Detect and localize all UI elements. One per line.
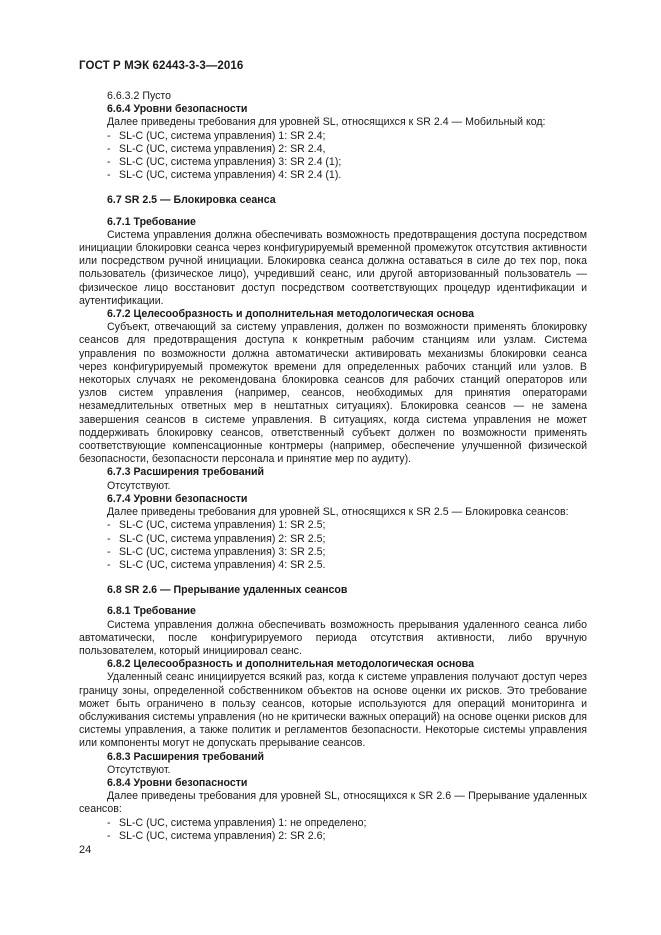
list-dash: - [107, 532, 111, 545]
paragraph: Система управления должна обеспечивать возможность прерывания удаленного сеанса либо автоматически, после конфигурируемого периода отсутствия активности, либо вручную пользователем, который инициировал сеанс. [79, 618, 587, 657]
list-item-text: SL-C (UC, система управления) 2: SR 2.4, [119, 142, 326, 155]
subsection-heading: 6.7.3 Расширения требований [107, 466, 265, 479]
list-item [79, 130, 587, 143]
paragraph: Далее приведены требования для уровней SL, относящихся к SR 2.5 — Блокировка сеансов: [107, 506, 569, 519]
document-body [79, 90, 587, 843]
list-dash: - [107, 829, 111, 842]
list-dash: - [107, 156, 111, 169]
list-item [79, 546, 587, 559]
document-header: ГОСТ Р МЭК 62443-3-3—2016 [79, 60, 244, 72]
list-item-text: SL-C (UC, система управления) 1: не определено; [119, 816, 367, 829]
list-item-text: SL-C (UC, система управления) 4: SR 2.4 (1). [119, 169, 342, 182]
subsection-heading: 6.7.2 Целесообразность и дополнительная методологическая основа [107, 308, 474, 321]
subsection-heading: 6.8.4 Уровни безопасности [107, 776, 248, 789]
list-dash: - [107, 545, 111, 558]
paragraph: Субъект, отвечающий за систему управления, должен по возможности применять блокировку сеансов для предотвращения доступа к конкретным рабочим станциям или узлам. Система управления по возможности должна автоматически активировать механизмы блокировки сеанса через конфигурируемый промежуток времени для определенных рабочих станций или узлов. В некоторых случаях не рекомендована блокировка сеансов для рабочих станций операторов или узлов систем управления (например, сеансов, необходимых для принятия операторами незамедлительных ответных мер в нештатных ситуациях). Блокировка сеансов — не замена завершения сеансов в системе управления. В ситуациях, когда система управления не может поддерживать блокировку сеансов, ответственный субъект должен по возможности применять соответствующие компенсационные контрмеры (например, обеспечение улучшенной физической безопасности, безопасности персонала и принятие мер по аудиту). [79, 321, 587, 466]
section-heading: 6.8 SR 2.6 — Прерывание удаленных сеансов [107, 584, 348, 597]
list-item-text: SL-C (UC, система управления) 2: SR 2.5; [119, 532, 326, 545]
list-dash: - [107, 816, 111, 829]
list-item-text: SL-C (UC, система управления) 3: SR 2.5; [119, 545, 326, 558]
subsection-heading: 6.6.4 Уровни безопасности [107, 103, 248, 116]
list-item-text: SL-C (UC, система управления) 2: SR 2.6; [119, 829, 326, 842]
list-item-text: SL-C (UC, система управления) 4: SR 2.5. [119, 558, 326, 571]
list-item-text: SL-C (UC, система управления) 3: SR 2.4 (1); [119, 156, 342, 169]
subsection-heading: 6.6.3.2 Пусто [107, 90, 172, 102]
list-dash: - [107, 142, 111, 155]
list-item [79, 156, 587, 169]
list-item-text: SL-C (UC, система управления) 1: SR 2.5; [119, 519, 326, 532]
list-dash: - [107, 129, 111, 142]
paragraph: Далее приведены требования для уровней SL, относящихся к SR 2.6 — Прерывание удаленных сеансов: [79, 790, 587, 816]
list-item [79, 169, 587, 182]
list-item [79, 533, 587, 546]
section-heading: 6.7 SR 2.5 — Блокировка сеанса [107, 194, 276, 207]
subsection-heading: 6.8.2 Целесообразность и дополнительная методологическая основа [107, 658, 474, 671]
subsection-heading: 6.8.1 Требование [107, 605, 196, 618]
paragraph: Отсутствуют. [107, 763, 171, 776]
list-dash: - [107, 519, 111, 532]
paragraph: Система управления должна обеспечивать возможность предотвращения доступа посредством инициации блокировки сеанса через конфигурируемый временной промежуток отсутствия активности или посредством ручной инициации. Блокировка сеанса должна оставаться в силе до тех пор, пока пользователь (физическое лицо), учредивший сеанс, или другой авторизованный пользователь — физическое лицо восстановит доступ посредством соответствующих процедур идентификации и аутентификации. [79, 228, 587, 307]
subsection-heading: 6.7.1 Требование [107, 215, 196, 228]
page-number: 24 [79, 844, 92, 856]
list-dash: - [107, 169, 111, 182]
list-item [79, 519, 587, 532]
subsection-heading: 6.8.3 Расширения требований [107, 750, 265, 763]
list-item [79, 830, 587, 843]
subsection-heading: 6.7.4 Уровни безопасности [107, 492, 248, 505]
list-item [79, 143, 587, 156]
paragraph: Далее приведены требования для уровней SL, относящихся к SR 2.4 — Мобильный код: [107, 116, 546, 129]
list-item [79, 559, 587, 572]
paragraph: Отсутствуют. [107, 479, 171, 492]
list-dash: - [107, 558, 111, 571]
list-item-text: SL-C (UC, система управления) 1: SR 2.4; [119, 129, 326, 142]
list-item [79, 817, 587, 830]
paragraph: Удаленный сеанс инициируется всякий раз, когда к системе управления получают доступ через границу зоны, определенной собственником объектов на основе оценки их рисков. Это требование может быть ограничено в пользу сеансов, которые используются для операций мониторинга и обслуживания системы управления (но не критически важных операций) на основе оценки рисков для системы управления, а также политик и регламентов безопасности. Некоторые системы управления или компоненты могут не допускать прерывание сеансов. [79, 671, 587, 750]
